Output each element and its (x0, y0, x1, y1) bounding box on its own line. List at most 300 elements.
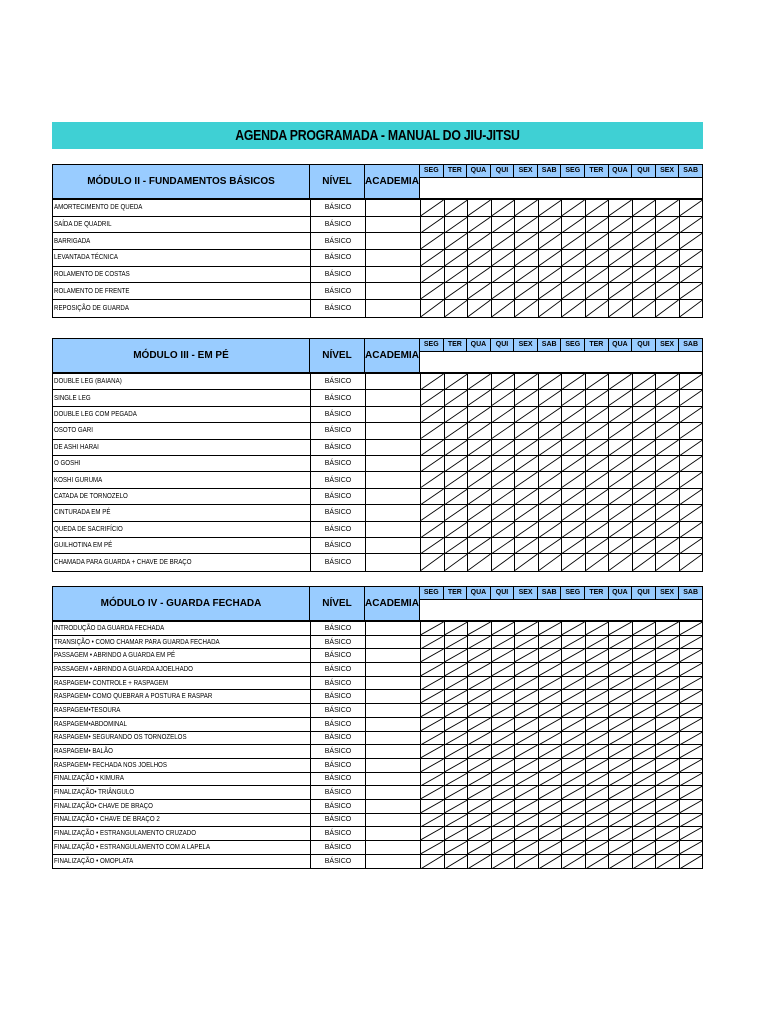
day-checkbox-cell[interactable] (680, 554, 703, 570)
day-checkbox-cell[interactable] (586, 649, 610, 662)
day-checkbox-cell[interactable] (680, 217, 703, 233)
day-checkbox-cell[interactable] (492, 217, 516, 233)
day-checkbox-cell[interactable] (515, 554, 539, 570)
day-checkbox-cell[interactable] (586, 472, 610, 487)
day-checkbox-cell[interactable] (492, 786, 516, 799)
day-checkbox-cell[interactable] (609, 800, 633, 813)
day-checkbox-cell[interactable] (680, 841, 703, 854)
day-checkbox-cell[interactable] (468, 690, 492, 703)
day-checkbox-cell[interactable] (680, 407, 703, 422)
day-checkbox-cell[interactable] (562, 390, 586, 405)
day-checkbox-cell[interactable] (633, 440, 657, 455)
day-checkbox-cell[interactable] (656, 538, 680, 553)
day-checkbox-cell[interactable] (468, 505, 492, 520)
day-checkbox-cell[interactable] (562, 407, 586, 422)
day-checkbox-cell[interactable] (656, 704, 680, 717)
day-checkbox-cell[interactable] (633, 732, 657, 745)
day-checkbox-cell[interactable] (421, 374, 445, 389)
day-checkbox-cell[interactable] (633, 622, 657, 635)
day-checkbox-cell[interactable] (656, 217, 680, 233)
day-checkbox-cell[interactable] (680, 814, 703, 827)
day-checkbox-cell[interactable] (586, 786, 610, 799)
day-checkbox-cell[interactable] (633, 538, 657, 553)
day-checkbox-cell[interactable] (468, 718, 492, 731)
day-checkbox-cell[interactable] (562, 423, 586, 438)
academia-cell[interactable] (366, 267, 421, 283)
day-checkbox-cell[interactable] (468, 732, 492, 745)
day-checkbox-cell[interactable] (680, 440, 703, 455)
day-checkbox-cell[interactable] (492, 649, 516, 662)
day-checkbox-cell[interactable] (445, 538, 469, 553)
day-checkbox-cell[interactable] (445, 677, 469, 690)
day-checkbox-cell[interactable] (421, 841, 445, 854)
day-checkbox-cell[interactable] (609, 827, 633, 840)
day-checkbox-cell[interactable] (609, 649, 633, 662)
day-checkbox-cell[interactable] (421, 250, 445, 266)
day-checkbox-cell[interactable] (633, 677, 657, 690)
academia-cell[interactable] (366, 855, 421, 869)
day-checkbox-cell[interactable] (445, 554, 469, 570)
day-checkbox-cell[interactable] (586, 407, 610, 422)
day-checkbox-cell[interactable] (562, 718, 586, 731)
day-checkbox-cell[interactable] (680, 472, 703, 487)
academia-cell[interactable] (366, 622, 421, 635)
day-checkbox-cell[interactable] (445, 217, 469, 233)
day-checkbox-cell[interactable] (539, 283, 563, 299)
academia-cell[interactable] (366, 800, 421, 813)
academia-cell[interactable] (366, 505, 421, 520)
day-checkbox-cell[interactable] (656, 522, 680, 537)
day-checkbox-cell[interactable] (656, 554, 680, 570)
day-checkbox-cell[interactable] (656, 690, 680, 703)
day-checkbox-cell[interactable] (562, 636, 586, 649)
day-checkbox-cell[interactable] (633, 374, 657, 389)
day-checkbox-cell[interactable] (562, 732, 586, 745)
day-checkbox-cell[interactable] (680, 489, 703, 504)
day-checkbox-cell[interactable] (656, 827, 680, 840)
day-checkbox-cell[interactable] (492, 622, 516, 635)
day-checkbox-cell[interactable] (468, 423, 492, 438)
day-checkbox-cell[interactable] (609, 690, 633, 703)
day-checkbox-cell[interactable] (562, 522, 586, 537)
day-checkbox-cell[interactable] (468, 636, 492, 649)
academia-cell[interactable] (366, 649, 421, 662)
academia-cell[interactable] (366, 718, 421, 731)
day-checkbox-cell[interactable] (492, 663, 516, 676)
day-checkbox-cell[interactable] (515, 423, 539, 438)
academia-cell[interactable] (366, 677, 421, 690)
day-checkbox-cell[interactable] (515, 622, 539, 635)
day-checkbox-cell[interactable] (445, 718, 469, 731)
day-checkbox-cell[interactable] (515, 718, 539, 731)
day-checkbox-cell[interactable] (633, 489, 657, 504)
day-checkbox-cell[interactable] (468, 649, 492, 662)
day-checkbox-cell[interactable] (492, 800, 516, 813)
day-checkbox-cell[interactable] (562, 649, 586, 662)
day-checkbox-cell[interactable] (656, 374, 680, 389)
day-checkbox-cell[interactable] (633, 827, 657, 840)
day-checkbox-cell[interactable] (680, 233, 703, 249)
day-checkbox-cell[interactable] (609, 472, 633, 487)
day-checkbox-cell[interactable] (680, 374, 703, 389)
day-checkbox-cell[interactable] (445, 773, 469, 786)
day-checkbox-cell[interactable] (586, 440, 610, 455)
day-checkbox-cell[interactable] (421, 745, 445, 758)
day-checkbox-cell[interactable] (562, 759, 586, 772)
day-checkbox-cell[interactable] (421, 522, 445, 537)
day-checkbox-cell[interactable] (680, 663, 703, 676)
day-checkbox-cell[interactable] (633, 522, 657, 537)
day-checkbox-cell[interactable] (492, 505, 516, 520)
day-checkbox-cell[interactable] (609, 440, 633, 455)
day-checkbox-cell[interactable] (609, 841, 633, 854)
day-checkbox-cell[interactable] (421, 200, 445, 216)
day-checkbox-cell[interactable] (468, 267, 492, 283)
day-checkbox-cell[interactable] (492, 267, 516, 283)
day-checkbox-cell[interactable] (680, 267, 703, 283)
day-checkbox-cell[interactable] (656, 456, 680, 471)
day-checkbox-cell[interactable] (539, 855, 563, 869)
day-checkbox-cell[interactable] (421, 472, 445, 487)
day-checkbox-cell[interactable] (492, 690, 516, 703)
day-checkbox-cell[interactable] (492, 390, 516, 405)
day-checkbox-cell[interactable] (445, 300, 469, 317)
day-checkbox-cell[interactable] (539, 663, 563, 676)
day-checkbox-cell[interactable] (609, 423, 633, 438)
day-checkbox-cell[interactable] (586, 732, 610, 745)
day-checkbox-cell[interactable] (468, 704, 492, 717)
day-checkbox-cell[interactable] (680, 855, 703, 869)
day-checkbox-cell[interactable] (492, 250, 516, 266)
day-checkbox-cell[interactable] (539, 649, 563, 662)
day-checkbox-cell[interactable] (633, 407, 657, 422)
day-checkbox-cell[interactable] (586, 538, 610, 553)
day-checkbox-cell[interactable] (445, 250, 469, 266)
day-checkbox-cell[interactable] (586, 622, 610, 635)
academia-cell[interactable] (366, 745, 421, 758)
day-checkbox-cell[interactable] (609, 814, 633, 827)
day-checkbox-cell[interactable] (421, 390, 445, 405)
day-checkbox-cell[interactable] (586, 300, 610, 317)
day-checkbox-cell[interactable] (539, 718, 563, 731)
day-checkbox-cell[interactable] (445, 827, 469, 840)
day-checkbox-cell[interactable] (680, 390, 703, 405)
academia-cell[interactable] (366, 390, 421, 405)
day-checkbox-cell[interactable] (421, 440, 445, 455)
day-checkbox-cell[interactable] (445, 800, 469, 813)
day-checkbox-cell[interactable] (468, 841, 492, 854)
day-checkbox-cell[interactable] (515, 704, 539, 717)
day-checkbox-cell[interactable] (515, 217, 539, 233)
day-checkbox-cell[interactable] (421, 663, 445, 676)
day-checkbox-cell[interactable] (680, 690, 703, 703)
day-checkbox-cell[interactable] (562, 267, 586, 283)
day-checkbox-cell[interactable] (562, 677, 586, 690)
day-checkbox-cell[interactable] (492, 233, 516, 249)
day-checkbox-cell[interactable] (539, 200, 563, 216)
day-checkbox-cell[interactable] (656, 718, 680, 731)
day-checkbox-cell[interactable] (539, 250, 563, 266)
day-checkbox-cell[interactable] (539, 374, 563, 389)
day-checkbox-cell[interactable] (656, 472, 680, 487)
academia-cell[interactable] (366, 704, 421, 717)
day-checkbox-cell[interactable] (468, 217, 492, 233)
day-checkbox-cell[interactable] (562, 283, 586, 299)
day-checkbox-cell[interactable] (421, 773, 445, 786)
day-checkbox-cell[interactable] (586, 855, 610, 869)
day-checkbox-cell[interactable] (492, 522, 516, 537)
day-checkbox-cell[interactable] (656, 649, 680, 662)
day-checkbox-cell[interactable] (586, 554, 610, 570)
day-checkbox-cell[interactable] (680, 456, 703, 471)
day-checkbox-cell[interactable] (562, 800, 586, 813)
day-checkbox-cell[interactable] (609, 522, 633, 537)
day-checkbox-cell[interactable] (656, 841, 680, 854)
day-checkbox-cell[interactable] (633, 855, 657, 869)
day-checkbox-cell[interactable] (468, 786, 492, 799)
academia-cell[interactable] (366, 786, 421, 799)
day-checkbox-cell[interactable] (539, 440, 563, 455)
day-checkbox-cell[interactable] (468, 489, 492, 504)
day-checkbox-cell[interactable] (445, 841, 469, 854)
day-checkbox-cell[interactable] (609, 505, 633, 520)
day-checkbox-cell[interactable] (515, 855, 539, 869)
academia-cell[interactable] (366, 407, 421, 422)
day-checkbox-cell[interactable] (421, 554, 445, 570)
day-checkbox-cell[interactable] (609, 456, 633, 471)
day-checkbox-cell[interactable] (515, 233, 539, 249)
day-checkbox-cell[interactable] (445, 505, 469, 520)
day-checkbox-cell[interactable] (421, 759, 445, 772)
day-checkbox-cell[interactable] (421, 677, 445, 690)
day-checkbox-cell[interactable] (492, 407, 516, 422)
day-checkbox-cell[interactable] (656, 283, 680, 299)
day-checkbox-cell[interactable] (539, 745, 563, 758)
day-checkbox-cell[interactable] (515, 267, 539, 283)
day-checkbox-cell[interactable] (515, 250, 539, 266)
day-checkbox-cell[interactable] (468, 827, 492, 840)
day-checkbox-cell[interactable] (445, 759, 469, 772)
day-checkbox-cell[interactable] (445, 704, 469, 717)
day-checkbox-cell[interactable] (562, 217, 586, 233)
day-checkbox-cell[interactable] (609, 300, 633, 317)
day-checkbox-cell[interactable] (609, 786, 633, 799)
day-checkbox-cell[interactable] (492, 759, 516, 772)
day-checkbox-cell[interactable] (468, 538, 492, 553)
day-checkbox-cell[interactable] (656, 732, 680, 745)
day-checkbox-cell[interactable] (492, 718, 516, 731)
day-checkbox-cell[interactable] (586, 505, 610, 520)
day-checkbox-cell[interactable] (680, 622, 703, 635)
day-checkbox-cell[interactable] (562, 827, 586, 840)
day-checkbox-cell[interactable] (609, 390, 633, 405)
academia-cell[interactable] (366, 200, 421, 216)
day-checkbox-cell[interactable] (656, 250, 680, 266)
day-checkbox-cell[interactable] (609, 855, 633, 869)
day-checkbox-cell[interactable] (609, 677, 633, 690)
day-checkbox-cell[interactable] (468, 407, 492, 422)
day-checkbox-cell[interactable] (680, 759, 703, 772)
day-checkbox-cell[interactable] (492, 423, 516, 438)
day-checkbox-cell[interactable] (539, 786, 563, 799)
day-checkbox-cell[interactable] (586, 745, 610, 758)
day-checkbox-cell[interactable] (492, 472, 516, 487)
day-checkbox-cell[interactable] (562, 554, 586, 570)
day-checkbox-cell[interactable] (515, 636, 539, 649)
day-checkbox-cell[interactable] (468, 800, 492, 813)
day-checkbox-cell[interactable] (468, 745, 492, 758)
day-checkbox-cell[interactable] (421, 505, 445, 520)
academia-cell[interactable] (366, 827, 421, 840)
day-checkbox-cell[interactable] (421, 233, 445, 249)
day-checkbox-cell[interactable] (445, 423, 469, 438)
day-checkbox-cell[interactable] (492, 745, 516, 758)
day-checkbox-cell[interactable] (421, 300, 445, 317)
day-checkbox-cell[interactable] (562, 233, 586, 249)
day-checkbox-cell[interactable] (656, 390, 680, 405)
day-checkbox-cell[interactable] (539, 233, 563, 249)
day-checkbox-cell[interactable] (445, 622, 469, 635)
academia-cell[interactable] (366, 554, 421, 570)
day-checkbox-cell[interactable] (421, 407, 445, 422)
day-checkbox-cell[interactable] (680, 732, 703, 745)
day-checkbox-cell[interactable] (562, 300, 586, 317)
day-checkbox-cell[interactable] (421, 267, 445, 283)
academia-cell[interactable] (366, 841, 421, 854)
day-checkbox-cell[interactable] (656, 677, 680, 690)
day-checkbox-cell[interactable] (680, 800, 703, 813)
day-checkbox-cell[interactable] (656, 773, 680, 786)
day-checkbox-cell[interactable] (609, 622, 633, 635)
day-checkbox-cell[interactable] (680, 538, 703, 553)
day-checkbox-cell[interactable] (539, 390, 563, 405)
day-checkbox-cell[interactable] (515, 374, 539, 389)
day-checkbox-cell[interactable] (609, 250, 633, 266)
day-checkbox-cell[interactable] (680, 522, 703, 537)
day-checkbox-cell[interactable] (515, 649, 539, 662)
day-checkbox-cell[interactable] (562, 704, 586, 717)
day-checkbox-cell[interactable] (633, 814, 657, 827)
day-checkbox-cell[interactable] (562, 200, 586, 216)
day-checkbox-cell[interactable] (539, 704, 563, 717)
day-checkbox-cell[interactable] (633, 841, 657, 854)
day-checkbox-cell[interactable] (445, 786, 469, 799)
day-checkbox-cell[interactable] (445, 522, 469, 537)
day-checkbox-cell[interactable] (656, 786, 680, 799)
day-checkbox-cell[interactable] (421, 704, 445, 717)
day-checkbox-cell[interactable] (539, 554, 563, 570)
day-checkbox-cell[interactable] (609, 200, 633, 216)
day-checkbox-cell[interactable] (586, 200, 610, 216)
day-checkbox-cell[interactable] (515, 677, 539, 690)
day-checkbox-cell[interactable] (492, 677, 516, 690)
day-checkbox-cell[interactable] (656, 505, 680, 520)
day-checkbox-cell[interactable] (468, 374, 492, 389)
day-checkbox-cell[interactable] (539, 505, 563, 520)
day-checkbox-cell[interactable] (633, 217, 657, 233)
academia-cell[interactable] (366, 522, 421, 537)
day-checkbox-cell[interactable] (633, 786, 657, 799)
day-checkbox-cell[interactable] (586, 718, 610, 731)
day-checkbox-cell[interactable] (468, 855, 492, 869)
day-checkbox-cell[interactable] (680, 786, 703, 799)
day-checkbox-cell[interactable] (656, 423, 680, 438)
day-checkbox-cell[interactable] (680, 677, 703, 690)
day-checkbox-cell[interactable] (468, 390, 492, 405)
academia-cell[interactable] (366, 423, 421, 438)
day-checkbox-cell[interactable] (609, 773, 633, 786)
day-checkbox-cell[interactable] (515, 786, 539, 799)
day-checkbox-cell[interactable] (468, 283, 492, 299)
day-checkbox-cell[interactable] (633, 505, 657, 520)
day-checkbox-cell[interactable] (562, 538, 586, 553)
day-checkbox-cell[interactable] (492, 440, 516, 455)
day-checkbox-cell[interactable] (562, 814, 586, 827)
day-checkbox-cell[interactable] (539, 800, 563, 813)
day-checkbox-cell[interactable] (539, 472, 563, 487)
day-checkbox-cell[interactable] (539, 814, 563, 827)
academia-cell[interactable] (366, 217, 421, 233)
day-checkbox-cell[interactable] (468, 200, 492, 216)
day-checkbox-cell[interactable] (586, 827, 610, 840)
day-checkbox-cell[interactable] (586, 690, 610, 703)
day-checkbox-cell[interactable] (633, 300, 657, 317)
academia-cell[interactable] (366, 456, 421, 471)
day-checkbox-cell[interactable] (515, 732, 539, 745)
day-checkbox-cell[interactable] (515, 663, 539, 676)
day-checkbox-cell[interactable] (515, 538, 539, 553)
day-checkbox-cell[interactable] (468, 814, 492, 827)
day-checkbox-cell[interactable] (468, 554, 492, 570)
day-checkbox-cell[interactable] (539, 773, 563, 786)
day-checkbox-cell[interactable] (562, 690, 586, 703)
day-checkbox-cell[interactable] (609, 704, 633, 717)
academia-cell[interactable] (366, 489, 421, 504)
day-checkbox-cell[interactable] (421, 217, 445, 233)
day-checkbox-cell[interactable] (609, 283, 633, 299)
day-checkbox-cell[interactable] (656, 267, 680, 283)
day-checkbox-cell[interactable] (421, 718, 445, 731)
day-checkbox-cell[interactable] (609, 663, 633, 676)
day-checkbox-cell[interactable] (468, 677, 492, 690)
day-checkbox-cell[interactable] (539, 489, 563, 504)
day-checkbox-cell[interactable] (586, 773, 610, 786)
day-checkbox-cell[interactable] (656, 300, 680, 317)
day-checkbox-cell[interactable] (468, 250, 492, 266)
day-checkbox-cell[interactable] (586, 814, 610, 827)
day-checkbox-cell[interactable] (421, 690, 445, 703)
day-checkbox-cell[interactable] (586, 233, 610, 249)
day-checkbox-cell[interactable] (539, 677, 563, 690)
day-checkbox-cell[interactable] (680, 505, 703, 520)
day-checkbox-cell[interactable] (633, 773, 657, 786)
day-checkbox-cell[interactable] (515, 814, 539, 827)
day-checkbox-cell[interactable] (562, 505, 586, 520)
day-checkbox-cell[interactable] (562, 663, 586, 676)
day-checkbox-cell[interactable] (515, 522, 539, 537)
day-checkbox-cell[interactable] (492, 374, 516, 389)
day-checkbox-cell[interactable] (609, 759, 633, 772)
day-checkbox-cell[interactable] (492, 732, 516, 745)
day-checkbox-cell[interactable] (680, 745, 703, 758)
day-checkbox-cell[interactable] (586, 390, 610, 405)
day-checkbox-cell[interactable] (445, 814, 469, 827)
day-checkbox-cell[interactable] (445, 267, 469, 283)
day-checkbox-cell[interactable] (515, 759, 539, 772)
day-checkbox-cell[interactable] (586, 489, 610, 504)
day-checkbox-cell[interactable] (492, 841, 516, 854)
day-checkbox-cell[interactable] (586, 677, 610, 690)
